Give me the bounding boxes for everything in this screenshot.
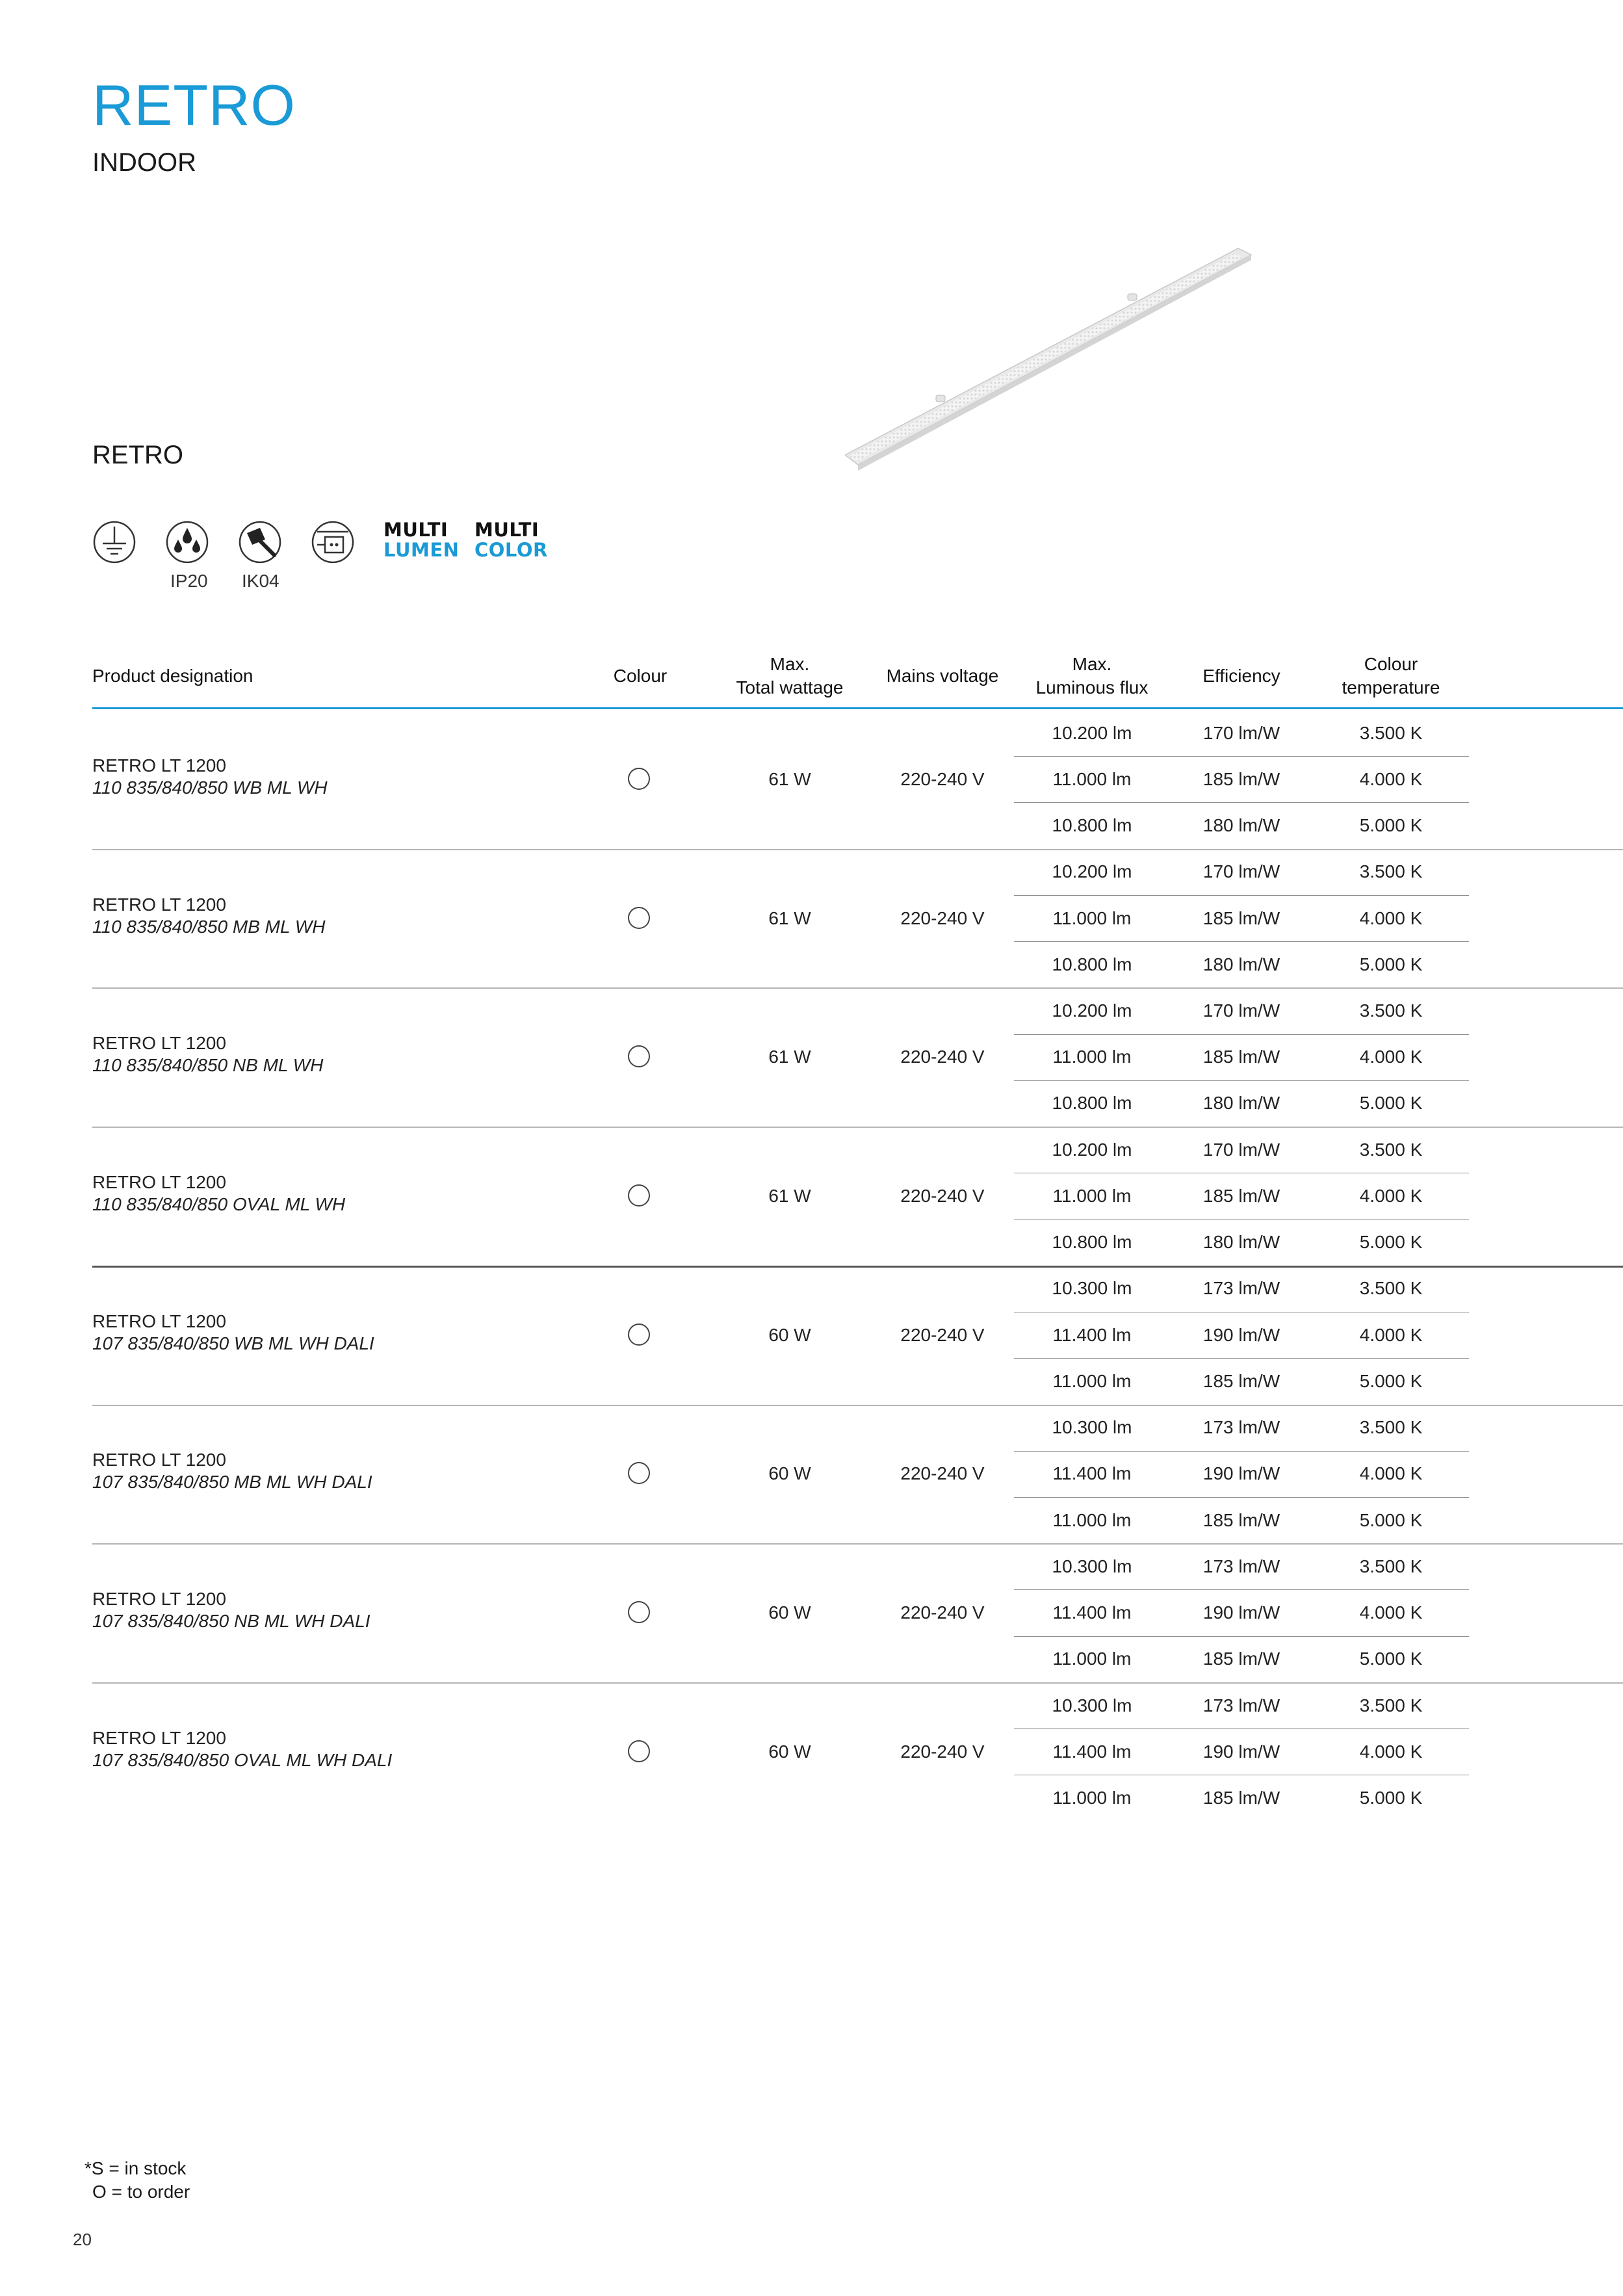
colour-temperature-value: 4.000 K — [1359, 1602, 1423, 1623]
product-code: 110 835/840/850 MB ML WH — [92, 916, 326, 937]
multi-lumen-badge: MULTI LUMEN — [383, 519, 460, 561]
wattage-value: 60 W — [768, 1463, 811, 1484]
efficiency-value: 180 lm/W — [1202, 815, 1280, 835]
efficiency-value: 173 lm/W — [1202, 1695, 1280, 1715]
luminous-flux-value: 11.000 lm — [1052, 1370, 1132, 1391]
wattage-value: 60 W — [768, 1741, 811, 1762]
colour-temperature-value: 3.500 K — [1359, 1556, 1423, 1576]
group-divider — [92, 1266, 1623, 1268]
colour-temperature-value: 5.000 K — [1359, 1370, 1423, 1391]
colour-white-icon — [628, 1184, 650, 1207]
efficiency-value: 190 lm/W — [1202, 1324, 1280, 1345]
product-name-line1: RETRO LT 1200 — [92, 894, 226, 915]
luminous-flux-value: 10.200 lm — [1052, 1139, 1132, 1160]
group-divider — [92, 987, 1623, 989]
luminous-flux-value: 11.400 lm — [1052, 1463, 1132, 1484]
luminous-flux-value: 11.000 lm — [1052, 768, 1132, 789]
ceiling-mount-icon — [311, 520, 355, 564]
row-divider — [1014, 1497, 1469, 1498]
luminous-flux-value: 10.800 lm — [1052, 1232, 1132, 1253]
colour-temperature-value: 4.000 K — [1359, 1741, 1423, 1762]
row-divider — [1014, 1034, 1469, 1035]
colour-white-icon — [628, 1601, 650, 1623]
product-code: 107 835/840/850 MB ML WH DALI — [92, 1472, 372, 1493]
luminous-flux-value: 11.400 lm — [1052, 1602, 1132, 1623]
colour-temperature-value: 3.500 K — [1359, 722, 1423, 743]
voltage-value: 220-240 V — [900, 907, 985, 928]
colour-temperature-value: 4.000 K — [1359, 1463, 1423, 1484]
colour-temperature-value: 3.500 K — [1359, 861, 1423, 882]
row-divider — [1014, 1358, 1469, 1359]
colour-temperature-value: 5.000 K — [1359, 1649, 1423, 1669]
earth-ground-icon — [92, 520, 136, 564]
colour-temperature-value: 3.500 K — [1359, 1417, 1423, 1438]
efficiency-value: 185 lm/W — [1202, 1649, 1280, 1669]
voltage-value: 220-240 V — [900, 1602, 985, 1623]
colour-white-icon — [628, 768, 650, 790]
luminous-flux-value: 11.000 lm — [1052, 1185, 1132, 1206]
colour-white-icon — [628, 1045, 650, 1067]
wattage-value: 60 W — [768, 1602, 811, 1623]
luminous-flux-value: 10.200 lm — [1052, 722, 1132, 743]
luminous-flux-value: 10.300 lm — [1052, 1556, 1132, 1576]
luminous-flux-value: 10.800 lm — [1052, 954, 1132, 974]
header-wattage: Max. Total wattage — [736, 654, 844, 698]
wattage-value: 61 W — [768, 1185, 811, 1206]
page-number: 20 — [73, 2230, 92, 2249]
header-designation: Product designation — [92, 666, 253, 686]
colour-white-icon — [628, 1462, 650, 1484]
row-divider — [1014, 1080, 1469, 1081]
colour-temperature-value: 4.000 K — [1359, 768, 1423, 789]
colour-temperature-value: 3.500 K — [1359, 1139, 1423, 1160]
luminous-flux-value: 10.800 lm — [1052, 1093, 1132, 1114]
multi-color-badge: MULTI COLOR — [474, 519, 548, 561]
efficiency-value: 185 lm/W — [1202, 1370, 1280, 1391]
colour-temperature-value: 5.000 K — [1359, 1787, 1423, 1808]
product-code: 110 835/840/850 OVAL ML WH — [92, 1194, 346, 1214]
efficiency-value: 190 lm/W — [1202, 1741, 1280, 1762]
product-name-line1: RETRO LT 1200 — [92, 755, 226, 776]
row-divider — [1014, 895, 1469, 896]
product-name-line1: RETRO LT 1200 — [92, 1589, 226, 1610]
efficiency-value: 173 lm/W — [1202, 1556, 1280, 1576]
efficiency-value: 185 lm/W — [1202, 768, 1280, 789]
group-divider — [92, 1127, 1623, 1128]
product-code: 107 835/840/850 NB ML WH DALI — [92, 1611, 370, 1632]
efficiency-value: 170 lm/W — [1202, 1000, 1280, 1021]
efficiency-value: 190 lm/W — [1202, 1602, 1280, 1623]
header-temperature: Colour temperature — [1342, 654, 1440, 698]
luminous-flux-value: 11.000 lm — [1052, 1787, 1132, 1808]
product-name-line1: RETRO LT 1200 — [92, 1311, 226, 1331]
colour-white-icon — [628, 1324, 650, 1346]
wattage-value: 61 W — [768, 1047, 811, 1067]
efficiency-value: 180 lm/W — [1202, 1093, 1280, 1114]
product-name-line1: RETRO LT 1200 — [92, 1727, 226, 1748]
efficiency-value: 170 lm/W — [1202, 1139, 1280, 1160]
colour-temperature-value: 3.500 K — [1359, 1278, 1423, 1299]
header-voltage: Mains voltage — [886, 666, 999, 686]
colour-temperature-value: 5.000 K — [1359, 954, 1423, 974]
product-name: RETRO — [92, 441, 183, 469]
wattage-value: 61 W — [768, 768, 811, 789]
efficiency-value: 170 lm/W — [1202, 722, 1280, 743]
efficiency-value: 190 lm/W — [1202, 1463, 1280, 1484]
efficiency-value: 170 lm/W — [1202, 861, 1280, 882]
efficiency-value: 173 lm/W — [1202, 1278, 1280, 1299]
voltage-value: 220-240 V — [900, 1324, 985, 1345]
luminous-flux-value: 11.000 lm — [1052, 1047, 1132, 1067]
colour-temperature-value: 5.000 K — [1359, 1093, 1423, 1114]
efficiency-value: 180 lm/W — [1202, 1232, 1280, 1253]
luminous-flux-value: 10.300 lm — [1052, 1417, 1132, 1438]
colour-temperature-value: 4.000 K — [1359, 907, 1423, 928]
efficiency-value: 185 lm/W — [1202, 907, 1280, 928]
row-divider — [1014, 802, 1469, 803]
header-colour: Colour — [613, 666, 668, 686]
row-divider — [1014, 1589, 1469, 1590]
efficiency-value: 173 lm/W — [1202, 1417, 1280, 1438]
voltage-value: 220-240 V — [900, 1741, 985, 1762]
ik-rating-label: IK04 — [242, 571, 279, 591]
efficiency-value: 185 lm/W — [1202, 1509, 1280, 1530]
row-divider — [1014, 1636, 1469, 1637]
ip20-drops-icon — [165, 520, 209, 564]
efficiency-value: 185 lm/W — [1202, 1787, 1280, 1808]
product-code: 107 835/840/850 OVAL ML WH DALI — [92, 1749, 393, 1770]
product-code: 110 835/840/850 WB ML WH — [92, 777, 328, 798]
header-efficiency: Efficiency — [1202, 666, 1280, 686]
luminous-flux-value: 10.300 lm — [1052, 1695, 1132, 1715]
efficiency-value: 185 lm/W — [1202, 1185, 1280, 1206]
ik04-hammer-icon — [238, 520, 282, 564]
luminous-flux-value: 11.400 lm — [1052, 1741, 1132, 1762]
efficiency-value: 180 lm/W — [1202, 954, 1280, 974]
luminous-flux-value: 10.800 lm — [1052, 815, 1132, 835]
header-flux: Max. Luminous flux — [1035, 654, 1149, 698]
stock-footnote: *S = in stock O = to order — [84, 2158, 190, 2202]
colour-temperature-value: 5.000 K — [1359, 1232, 1423, 1253]
header-divider — [92, 707, 1623, 709]
row-divider — [1014, 1451, 1469, 1452]
colour-temperature-value: 4.000 K — [1359, 1185, 1423, 1206]
product-name-line1: RETRO LT 1200 — [92, 1171, 226, 1192]
luminous-flux-value: 11.000 lm — [1052, 1649, 1132, 1669]
luminous-flux-value: 10.300 lm — [1052, 1278, 1132, 1299]
group-divider — [92, 1682, 1623, 1684]
product-code: 107 835/840/850 WB ML WH DALI — [92, 1333, 374, 1353]
voltage-value: 220-240 V — [900, 1463, 985, 1484]
group-divider — [92, 849, 1623, 850]
voltage-value: 220-240 V — [900, 768, 985, 789]
group-divider — [92, 1405, 1623, 1406]
row-divider — [1014, 756, 1469, 757]
voltage-value: 220-240 V — [900, 1185, 985, 1206]
page-title: RETRO — [92, 73, 296, 137]
product-image — [845, 241, 1261, 488]
wattage-value: 60 W — [768, 1324, 811, 1345]
colour-temperature-value: 5.000 K — [1359, 815, 1423, 835]
wattage-value: 61 W — [768, 907, 811, 928]
colour-temperature-value: 4.000 K — [1359, 1324, 1423, 1345]
colour-temperature-value: 3.500 K — [1359, 1000, 1423, 1021]
luminous-flux-value: 10.200 lm — [1052, 861, 1132, 882]
product-code: 110 835/840/850 NB ML WH — [92, 1055, 324, 1076]
luminous-flux-value: 11.400 lm — [1052, 1324, 1132, 1345]
luminous-flux-value: 11.000 lm — [1052, 907, 1132, 928]
ip-rating-label: IP20 — [170, 571, 208, 591]
colour-white-icon — [628, 907, 650, 929]
luminous-flux-value: 10.200 lm — [1052, 1000, 1132, 1021]
luminous-flux-value: 11.000 lm — [1052, 1509, 1132, 1530]
colour-temperature-value: 5.000 K — [1359, 1509, 1423, 1530]
product-name-line1: RETRO LT 1200 — [92, 1450, 226, 1470]
voltage-value: 220-240 V — [900, 1047, 985, 1067]
product-name-line1: RETRO LT 1200 — [92, 1033, 226, 1054]
page-subtitle: INDOOR — [92, 148, 196, 177]
colour-temperature-value: 3.500 K — [1359, 1695, 1423, 1715]
colour-white-icon — [628, 1740, 650, 1762]
group-divider — [92, 1543, 1623, 1545]
colour-temperature-value: 4.000 K — [1359, 1047, 1423, 1067]
efficiency-value: 185 lm/W — [1202, 1047, 1280, 1067]
row-divider — [1014, 941, 1469, 942]
